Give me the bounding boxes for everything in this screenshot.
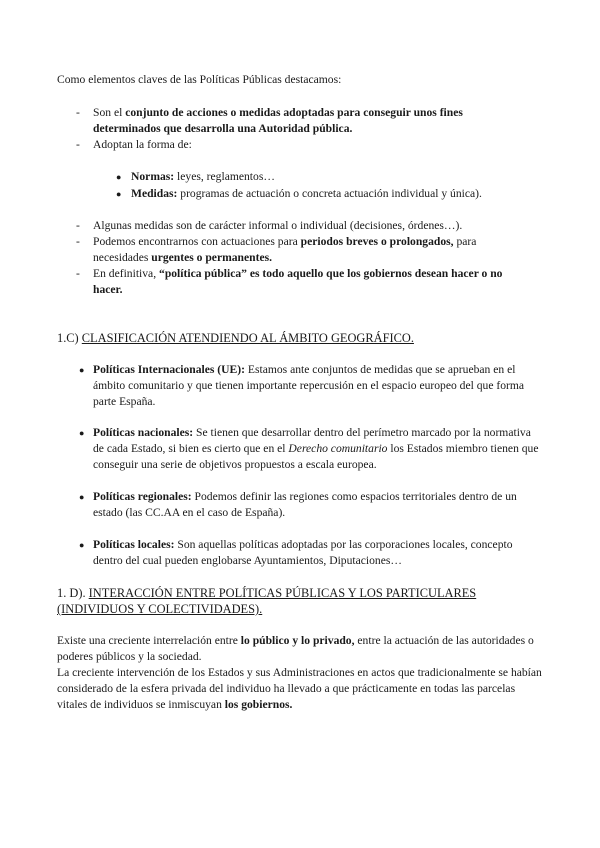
list-item-text: Políticas locales: Son aquellas políticas adoptadas por las corporaciones locales, concepto dentro del cual pueden englobarse Ayuntamientos, Diputaciones… <box>93 538 513 567</box>
intro-paragraph: Como elementos claves de las Políticas Públicas destacamos: <box>57 73 342 86</box>
dash-marker: - <box>76 219 80 232</box>
list-item-text: Medidas: programas de actuación o concreta actuación individual y única). <box>131 187 482 200</box>
dash-marker: - <box>76 106 80 119</box>
list-item-text: Adoptan la forma de: <box>93 138 192 151</box>
dash-marker: - <box>76 267 80 280</box>
section-heading-d <box>57 585 487 617</box>
bullet-marker: ● <box>79 365 85 375</box>
section-number: 1. D). <box>57 586 89 600</box>
list-item-text: Podemos encontrarnos con actuaciones para periodos breves o prolongados, para necesidades urgentes o permanentes. <box>93 235 477 264</box>
list-item-text: Políticas nacionales: Se tienen que desarrollar dentro del perímetro marcado por la normativa de cada Estado, si bien es cierto que en el Derecho comunitario los Estados miembro tienen que conseguir una serie de objetivos propuestos a escala europea. <box>93 426 539 471</box>
bullet-marker: ● <box>116 189 122 199</box>
list-item-text: Políticas Internacionales (UE): Estamos ante conjuntos de medidas que se aprueban en el ámbito comunitario y que tienen importante repercusión en el espacio europeo del que forma parte España. <box>93 363 525 408</box>
list-item-text: Políticas regionales: Podemos definir las regiones como espacios territoriales dentro de un estado (las CC.AA en el caso de España). <box>93 490 517 519</box>
section-title: INTERACCIÓN ENTRE POLÍTICAS PÚBLICAS Y LOS PARTICULARES (INDIVIDUOS Y COLECTIVIDADES). <box>57 586 477 616</box>
bullet-marker: ● <box>79 540 85 550</box>
paragraph: Existe una creciente interrelación entre lo público y lo privado, entre la actuación de las autoridades o poderes públicos y la sociedad. <box>57 634 534 663</box>
list-item-text: Normas: leyes, reglamentos… <box>131 170 275 183</box>
dash-marker: - <box>76 138 80 151</box>
bullet-marker: ● <box>79 428 85 438</box>
bullet-marker: ● <box>79 492 85 502</box>
section-title: CLASIFICACIÓN ATENDIENDO AL ÁMBITO GEOGRÁFICO. <box>81 331 414 345</box>
list-item-text: Algunas medidas son de carácter informal o individual (decisiones, órdenes…). <box>93 219 463 232</box>
section-number: 1.C) <box>57 331 82 345</box>
list-item-text: En definitiva, “política pública” es todo aquello que los gobiernos desean hacer o no hacer. <box>93 267 503 296</box>
bullet-marker: ● <box>116 172 122 182</box>
list-item-text: Son el conjunto de acciones o medidas adoptadas para conseguir unos fines determinados que desarrolla una Autoridad pública. <box>93 106 463 135</box>
dash-marker: - <box>76 235 80 248</box>
paragraph: La creciente intervención de los Estados y sus Administraciones en actos que tradicionalmente se habían considerado de la esfera privada del individuo ha llevado a que prácticamente en todas las parcelas vitales de individuos se inmiscuyan los gobiernos. <box>57 666 542 711</box>
section-heading-c <box>57 330 537 346</box>
